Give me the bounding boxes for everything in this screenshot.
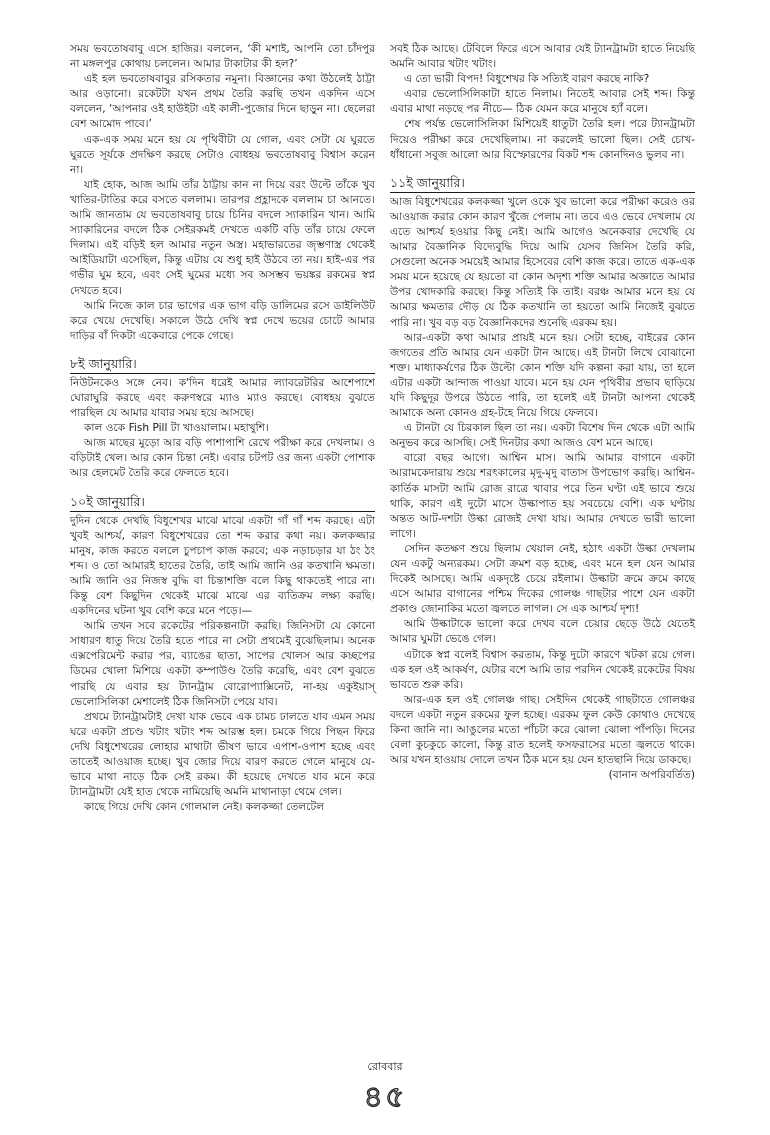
diary-date-heading: ৮ই জানুয়ারি।: [70, 356, 375, 374]
diary-date-heading: ১০ই জানুয়ারি।: [70, 494, 375, 512]
paragraph: আমি উল্কাটাকে ভালো করে দেখব বলে চেয়ার ছেড়ে উঠে যেতেই আমার ঘুমটা ভেঙে গেল।: [390, 618, 695, 646]
paragraph: এ তো ভারী বিপদ! বিধুশেখর কি সত্যিই বারণ করছে নাকি?: [404, 73, 650, 86]
paragraph: দুদিন থেকে দেখছি বিধুশেখর মাঝে মাঝে একটা গাঁ গাঁ শব্দ করছে। এটা খুবই আশ্চর্য, কারণ বিধুশেখরের তো শব্দ করার কথা নয়। কলকজ্জার মানুষ, কাজ করতে বললে চুপচাপ কাজ করবে; এক নড়াচড়ার যা ঠং ঠং শব্দ। ও তো আমারই হাতের তৈরি, তাই আমি জানি ওর কতখানি ক্ষমতা। আমি জানি ওর নিজস্ব বুদ্ধি বা চিন্তাশক্তি বলে কিছু থাকতেই পারে না। কিন্তু বেশ কিছুদিন থেকেই মাঝে মাঝে এর ব্যতিক্রম লক্ষ্য করছি। একদিনের ঘটনা খুব বেশি করে মনে পড়ে।—: [70, 514, 375, 618]
page-number: ৪৫: [363, 1080, 407, 1115]
right-column: [390, 42, 695, 783]
paragraph: আজ বিধুশেখরের কলকজ্জা খুলে ওকে খুব ভালো করে পরীক্ষা করেও ওর আওয়াজ করার কোন কারণ খুঁজে পেলাম না। তবে এও ভেবে দেখলাম যে এতে আশ্চর্য হওয়ার কিছু নেই। আমি আগেও অনেকবার দেখেছি যে আমার বৈজ্ঞানিক বিদ্যেবুদ্ধি দিয়ে আমি যেসব জিনিস তৈরি করি, সেগুলো অনেক সময়েই আমার হিসেবের বেশি কাজ করে। তাতে এক-এক সময় মনে হয়েছে যে হয়তো বা কোন অদৃশ্য শক্তি আমার অজ্ঞাতে আমার উপর খোদকারি করছে। কিন্তু সত্যিই কি তাই। বরঞ্চ আমার মনে হয় যে আমার ক্ষমতার দৌড় যে ঠিক কতখানি তা হয়তো আমি নিজেই বুঝতে পারি না। খুব বড় বড় বৈজ্ঞানিকদের শুনেছি এরকম হয়।: [390, 195, 695, 329]
paragraph: শেষ পর্যন্ত ভেলোসিলিকা মিশিয়েই ধাতুটা তৈরি হল। পরে ট্যানট্রামটা দিয়েও পরীক্ষা করে দেখেছিলাম। না করলেই ভালো ছিল। সেই চোখ-ধাঁধানো সবুজ আলো আর বিস্ফোরণের বিকট শব্দ কোনদিনও ভুলব না।: [390, 118, 695, 161]
paragraph: প্রথমে ট্যানট্রামটাই দেখা যাক ভেবে এক চামচ ঢালতে যাব এমন সময় ঘরে একটা প্রচণ্ড খটাং খটাং শব্দ আরম্ভ হল। চমকে গিয়ে পিছন ফিরে দেখি বিধুশেখরের লোহার মাথাটা ভীষণ ভাবে এপাশ-ওপাশ হচ্ছে এবং তাতেই আওয়াজ হচ্ছে। খুব জোর দিয়ে বারণ করতে গেলে মানুষে যে-ভাবে মাথা নাড়ে ঠিক সেই রকম। কী হয়েছে দেখতে যাব মনে করে ট্যানট্রামটা যেই হাত থেকে নামিয়েছি অমনি মাথানাড়া থেমে গেল।: [70, 710, 375, 799]
paragraph: কাছে গিয়ে দেখি কোন গোলমাল নেই। কলকজ্জা তেলটেল: [84, 801, 325, 814]
paragraph: এ টানটা যে চিরকাল ছিল তা নয়। একটা বিশেষ দিন থেকে এটা আমি অনুভব করে আসছি। সেই দিনটার কথা আজও বেশ মনে আছে।: [390, 422, 695, 450]
paragraph: আর-এক হল ওই গোলঞ্চ গাছ। সেইদিন থেকেই গাছটাতে গোলঞ্চর বদলে একটা নতুন রকমের ফুল হচ্ছে। এরকম ফুল কেউ কোথাও দেখেছে কিনা জানি না। আঙুলের মতো পাঁচটা করে ঝোলা ঝোলা পাঁপড়ি। দিনের বেলা কুচকুচে কালো, কিন্তু রাত হলেই ফসফরাসের মতো জ্বলতে থাকে। আর যখন হাওয়ায় দোলে তখন ঠিক মনে হয় যেন হাতছানি দিয়ে ডাকছে।: [390, 693, 695, 767]
paragraph: এবার ভেলোসিলিকাটা হাতে নিলাম। নিতেই আবার সেই শব্দ। কিন্তু এবার মাথা নড়ছে পর নীচে— ঠিক যেমন করে মানুষে হ্যাঁ বলে।: [390, 88, 695, 116]
paragraph: কাল ওকে Fish Pill টা খাওয়ালাম। মহাখুশি।: [84, 422, 269, 435]
paragraph: এটাকে স্বপ্ন বলেই বিশ্বাস করতাম, কিন্তু দুটো কারণে খটকা রয়ে গেল। এক হল ওই আকর্ষণ, যেটার বশে আমি তার পরদিন থেকেই রকেটের বিষয় ভাবতে শুরু করি।: [390, 648, 695, 691]
paragraph: আর-একটা কথা আমার প্রায়ই মনে হয়। সেটা হচ্ছে, বাইরের কোন জগতের প্রতি আমার যেন একটা টান আছে। এই টানটা লিখে বোঝানো শক্ত। মাধ্যাকর্ষণের ঠিক উল্টো কোন শক্তি যদি কল্পনা করা যায়, তা হলে এটার একটা আন্দাজ পাওয়া যাবে। মনে হয় যেন পৃথিবীর প্রভাব ছাড়িয়ে যদি কিছুদূর উপরে উঠতে পারি, তা হলেই এই টানটা আপনা থেকেই আমাকে অন্য কোনও গ্রহ-টহে নিয়ে গিয়ে ফেলবে।: [390, 331, 695, 420]
paragraph: যাই হোক, আজ আমি তাঁর ঠাট্টায় কান না দিয়ে বরং উল্টে তাঁকে খুব খাতির-টাতির করে বসতে বললাম। তারপর প্রহ্লাদকে বললাম চা আনতে। আমি জানতাম যে ভবতোষবাবু চায়ে চিনির বদলে স্যাকারিন খান। আমি স্যাকারিনের বদলে ঠিক সেইরকমই দেখতে একটি বড়ি তাঁর চায়ে ফেলে দিলাম। এই বড়িই হল আমার নতুন অস্ত্র। মহাভারতের জৃম্ভণাস্ত্র থেকেই আইডিয়াটা এসেছিল, কিন্তু এটায় যে শুধু হাই উঠবে তা নয়। হাই-এর পর গভীর ঘুম হবে, এবং সেই ঘুমের মধ্যে সব অসম্ভব ভয়ঙ্কর রকমের স্বপ্ন দেখতে হবে।: [70, 178, 375, 297]
diary-date-heading: ১১ই জানুয়ারি।: [390, 175, 695, 193]
paragraph: নিউটনকেও সঙ্গে নেব। ক'দিন ধরেই আমার ল্যাবরেটরির আশেপাশে ঘোরাঘুরি করছে এবং করুণস্বরে ম্যাও ম্যাও করছে। বোধহয় বুঝতে পারছিল যে আমার যাবার সময় হয়ে আসছে।: [70, 376, 375, 420]
paragraph: সবই ঠিক আছে। টেবিলে ফিরে এসে আবার যেই ট্যানট্রামটা হাতে নিয়েছি অমনি আবার খটাং খটাং।: [390, 43, 695, 71]
paragraph: আমি নিজে কাল চার ভাগের এক ভাগ বড়ি ডালিমের রসে ডাইলিউট করে খেয়ে দেখেছি। সকালে উঠে দেখি স্বপ্ন দেখে ভয়ের চোটে আমার দাড়ির বাঁ দিকটা একেবারে পেকে গেছে।: [70, 299, 375, 342]
paragraph: সময় ভবতোষবাবু এসে হাজির। বললেন, ‘কী মশাই, আপনি তো চাঁদপুর না মঙ্গলপুর কোথায় চললেন। আমার টাকাটার কী হল?’: [70, 43, 375, 71]
paragraph: সেদিন কতক্ষণ শুয়ে ছিলাম খেয়াল নেই, হঠাৎ একটা উল্কা দেখলাম যেন একটু অন্যরকম। সেটা ক্রমশ বড় হচ্ছে, এবং মনে হল যেন আমার দিকেই আসছে। আমি একদৃষ্টে চেয়ে রইলাম। উল্কাটা ক্রমে ক্রমে কাছে এসে আমার বাগানের পশ্চিম দিকের গোলঞ্চ গাছটার পাশে যেন একটা প্রকাণ্ড জোনাকির মতো জ্বলতে লাগল। সে এক আশ্চর্য দৃশ্য!: [390, 542, 695, 616]
left-column: [70, 42, 375, 815]
paragraph: এক-এক সময় মনে হয় যে পৃথিবীটা যে গোল, এবং সেটা যে ঘুরতে ঘুরতে সূর্যকে প্রদক্ষিণ করছে সেটাও বোধহয় ভবতোষবাবু বিশ্বাস করেন না।: [70, 133, 375, 176]
paragraph: আজ মাছের মুড়ো আর বড়ি পাশাপাশি রেখে পরীক্ষা করে দেখলাম। ও বড়িটাই খেল। আর কোন চিন্তা নেই। এবার চটপট ওর জন্য একটা পোশাক আর হেলমেট তৈরি করে ফেলতে হবে।: [70, 437, 375, 480]
paragraph: আমি তখন সবে রকেটের পরিকল্পনাটা করছি। জিনিসটা যে কোনো সাধারণ ধাতু দিয়ে তৈরি হতে পারে না সেটা প্রথমেই বুঝেছিলাম। অনেক এক্সপেরিমেন্ট করার পর, ব্যাঙের ছাতা, সাপের খোলস আর কচ্ছপের ডিমের খোলা মিশিয়ে একটা কম্পাউণ্ড তৈরি করেছি, এবং বেশ বুঝতে পারছি যে এবার হয় ট্যানট্রাম বোরোপ্যাক্সিনেট, না-হয় একুইয়াস্ ভেলোসিলিকা মেশালেই ঠিক জিনিসটা পেয়ে যাব।: [70, 620, 375, 708]
paragraph: এই হল ভবতোষবাবুর রসিকতার নমুনা। বিজ্ঞানের কথা উঠলেই ঠাট্টা আর ওড়ানো। রকেটটা যখন প্রথম তৈরি করছি তখন একদিন এসে বললেন, ‘আপনার ওই হাউইটা এই কালী-পুজোর দিনে ছাড়ুন না। ছেলেরা বেশ আমোদ পাবে।’: [70, 73, 375, 131]
paragraph: বারো বছর আগে। আশ্বিন মাস। আমি আমার বাগানে একটা আরামকেদারায় শুয়ে শরৎকালের মৃদু-মৃদু বাতাস উপভোগ করছি। আশ্বিন-কার্তিক মাসটা আমি রোজ রাত্রে খাবার পরে তিন ঘণ্টা এই ভাবে শুয়ে থাকি, কারণ এই দুটো মাসে উল্কাপাত হয় সবচেয়ে বেশি। এক ঘণ্টায় অন্তত আট-দশটা উল্কা রোজই দেখা যায়। আমার দেখতে ভারী ভালো লাগে।: [390, 452, 695, 540]
spelling-note: (বানান অপরিবর্তিত): [608, 769, 695, 782]
magazine-name: রোববার: [367, 1060, 403, 1073]
